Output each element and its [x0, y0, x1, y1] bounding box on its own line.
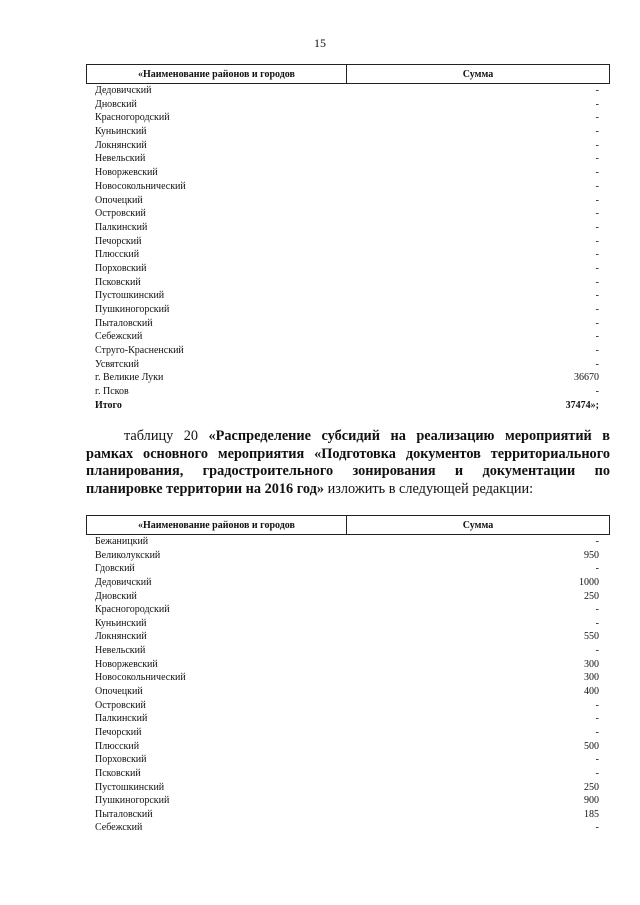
- table-row: [95, 289, 599, 303]
- table-row: [95, 644, 599, 658]
- district-sum: -: [595, 208, 599, 220]
- table-2016-distribution: [86, 515, 610, 835]
- table-row: [95, 207, 599, 221]
- district-name: Дедовичский: [95, 85, 152, 96]
- table-row: [95, 821, 599, 835]
- district-sum: -: [595, 262, 599, 274]
- district-name: Пустошкинский: [95, 290, 165, 302]
- table-row: [95, 303, 599, 317]
- district-name: Усвятский: [95, 358, 139, 370]
- table-row: [95, 276, 599, 290]
- district-name: Куньинский: [95, 617, 147, 629]
- table-header: [86, 64, 610, 84]
- table-row: [95, 535, 599, 549]
- district-sum: -: [595, 317, 599, 329]
- district-name: Гдовский: [95, 563, 135, 575]
- district-sum: -: [595, 235, 599, 247]
- table-row: [95, 330, 599, 344]
- district-name: Опочецкий: [95, 686, 143, 698]
- table-row: [95, 753, 599, 767]
- header-name-column: «Наименование районов и городов: [87, 516, 347, 534]
- district-sum: -: [595, 85, 599, 96]
- district-name: Бежаницкий: [95, 536, 149, 547]
- table-row: [95, 344, 599, 358]
- district-sum: -: [595, 331, 599, 343]
- header-name-column: «Наименование районов и городов: [87, 65, 347, 83]
- table-header: [86, 515, 610, 535]
- district-sum: -: [595, 194, 599, 206]
- district-name: Куньинский: [95, 126, 147, 138]
- district-sum: 950: [584, 549, 599, 561]
- district-sum: -: [595, 180, 599, 192]
- district-sum: -: [595, 358, 599, 370]
- table-row: [95, 358, 599, 372]
- district-sum: 500: [584, 740, 599, 752]
- table-row: [95, 385, 599, 399]
- table-row: [95, 98, 599, 112]
- table-row: [95, 84, 599, 98]
- district-name: Опочецкий: [95, 194, 143, 206]
- district-sum: -: [595, 645, 599, 657]
- district-name: Печорский: [95, 726, 142, 738]
- table-body: [86, 84, 610, 413]
- district-sum: -: [595, 126, 599, 138]
- paragraph-lead: таблицу 20: [124, 428, 209, 444]
- district-sum: -: [595, 713, 599, 725]
- table-body: [86, 535, 610, 835]
- district-sum: 550: [584, 631, 599, 643]
- table-row: [95, 562, 599, 576]
- table-row: [95, 248, 599, 262]
- district-sum: -: [595, 98, 599, 110]
- district-name: Невельский: [95, 153, 146, 165]
- district-sum: -: [595, 767, 599, 779]
- table-row: [95, 740, 599, 754]
- district-name: Себежский: [95, 822, 143, 834]
- district-sum: -: [595, 276, 599, 288]
- district-name: Пустошкинский: [95, 781, 165, 793]
- district-sum: -: [595, 822, 599, 834]
- district-sum: 300: [584, 658, 599, 670]
- table-row: [95, 235, 599, 249]
- table-row: [95, 603, 599, 617]
- total-sum: 37474»;: [565, 399, 599, 411]
- table-row: [95, 125, 599, 139]
- table-row: [95, 630, 599, 644]
- district-name: Невельский: [95, 645, 146, 657]
- district-sum: -: [595, 617, 599, 629]
- district-sum: 250: [584, 590, 599, 602]
- district-name: Великолукский: [95, 549, 161, 561]
- table-row: [95, 111, 599, 125]
- district-name: Новосокольнический: [95, 672, 186, 684]
- table-row: [95, 781, 599, 795]
- table-row: [95, 194, 599, 208]
- district-name: Псковский: [95, 767, 141, 779]
- table-row: [95, 317, 599, 331]
- table-row: [95, 590, 599, 604]
- district-sum: 36670: [574, 372, 599, 384]
- district-name: Пыталовский: [95, 317, 153, 329]
- district-name: Печорский: [95, 235, 142, 247]
- paragraph-tail: изложить в следующей редакции:: [324, 480, 534, 497]
- district-name: Пушкиногорский: [95, 304, 170, 315]
- district-sum: -: [595, 139, 599, 151]
- district-sum: 300: [584, 672, 599, 684]
- district-name: Палкинский: [95, 221, 148, 233]
- district-sum: -: [595, 604, 599, 616]
- table-row: [95, 166, 599, 180]
- district-name: Плюсский: [95, 740, 140, 752]
- district-name: Порховский: [95, 262, 147, 274]
- district-sum: -: [595, 304, 599, 315]
- district-name: Псковский: [95, 276, 141, 288]
- district-sum: 185: [584, 808, 599, 820]
- district-sum: -: [595, 167, 599, 179]
- table-row: [95, 671, 599, 685]
- district-sum: -: [595, 290, 599, 302]
- district-name: Новоржевский: [95, 167, 158, 179]
- district-name: Островский: [95, 208, 146, 220]
- district-name: Островский: [95, 699, 146, 711]
- district-name: Порховский: [95, 754, 147, 766]
- table-row: [95, 699, 599, 713]
- page-number: 15: [314, 36, 326, 50]
- district-sum: 1000: [579, 576, 599, 588]
- district-name: Палкинский: [95, 713, 148, 725]
- table-row: [95, 658, 599, 672]
- amendment-paragraph: [86, 428, 610, 498]
- district-sum: -: [595, 726, 599, 738]
- table-row: [95, 576, 599, 590]
- table-row: [95, 549, 599, 563]
- table-row: [95, 139, 599, 153]
- district-name: Пушкиногорский: [95, 795, 170, 807]
- table-total-row: [95, 399, 599, 413]
- district-name: Красногородский: [95, 112, 170, 124]
- table-row: [95, 808, 599, 822]
- table-row: [95, 152, 599, 166]
- district-sum: -: [595, 249, 599, 261]
- district-name: г. Великие Луки: [95, 372, 164, 384]
- paragraph-table-title: «Распределение субсидий на реализацию мероприятий в рамках основного мероприятия «Подготовка документов территориального планирования, градостроительного зонирования и документации по планировке территории на 2016 год»: [86, 428, 610, 497]
- district-sum: -: [595, 221, 599, 233]
- district-sum: -: [595, 699, 599, 711]
- district-sum: -: [595, 386, 599, 398]
- district-name: Новосокольнический: [95, 180, 186, 192]
- district-sum: -: [595, 536, 599, 547]
- table-row: [95, 794, 599, 808]
- table-row: [95, 767, 599, 781]
- district-sum: -: [595, 345, 599, 357]
- district-name: Локнянский: [95, 139, 147, 151]
- district-name: Плюсский: [95, 249, 140, 261]
- table-row: [95, 221, 599, 235]
- header-sum-column: Сумма: [462, 519, 494, 531]
- district-sum: 400: [584, 686, 599, 698]
- header-sum-column: Сумма: [462, 68, 494, 80]
- total-label: Итого: [95, 399, 122, 411]
- district-name: Себежский: [95, 331, 143, 343]
- district-sum: 250: [584, 781, 599, 793]
- table-row: [95, 262, 599, 276]
- district-name: Струго-Красненский: [95, 345, 184, 357]
- district-name: Дедовичский: [95, 576, 152, 588]
- district-sum: -: [595, 563, 599, 575]
- district-name: Новоржевский: [95, 658, 158, 670]
- table-row: [95, 726, 599, 740]
- district-sum: 900: [584, 795, 599, 807]
- district-name: Локнянский: [95, 631, 147, 643]
- district-name: Дновский: [95, 98, 137, 110]
- district-name: Дновский: [95, 590, 137, 602]
- district-name: Пыталовский: [95, 808, 153, 820]
- table-row: [95, 180, 599, 194]
- table-2015-distribution: [86, 64, 610, 413]
- district-name: Красногородский: [95, 604, 170, 616]
- table-row: [95, 712, 599, 726]
- district-sum: -: [595, 754, 599, 766]
- table-row: [95, 371, 599, 385]
- table-row: [95, 617, 599, 631]
- district-sum: -: [595, 112, 599, 124]
- district-name: г. Псков: [95, 386, 129, 398]
- table-row: [95, 685, 599, 699]
- district-sum: -: [595, 153, 599, 165]
